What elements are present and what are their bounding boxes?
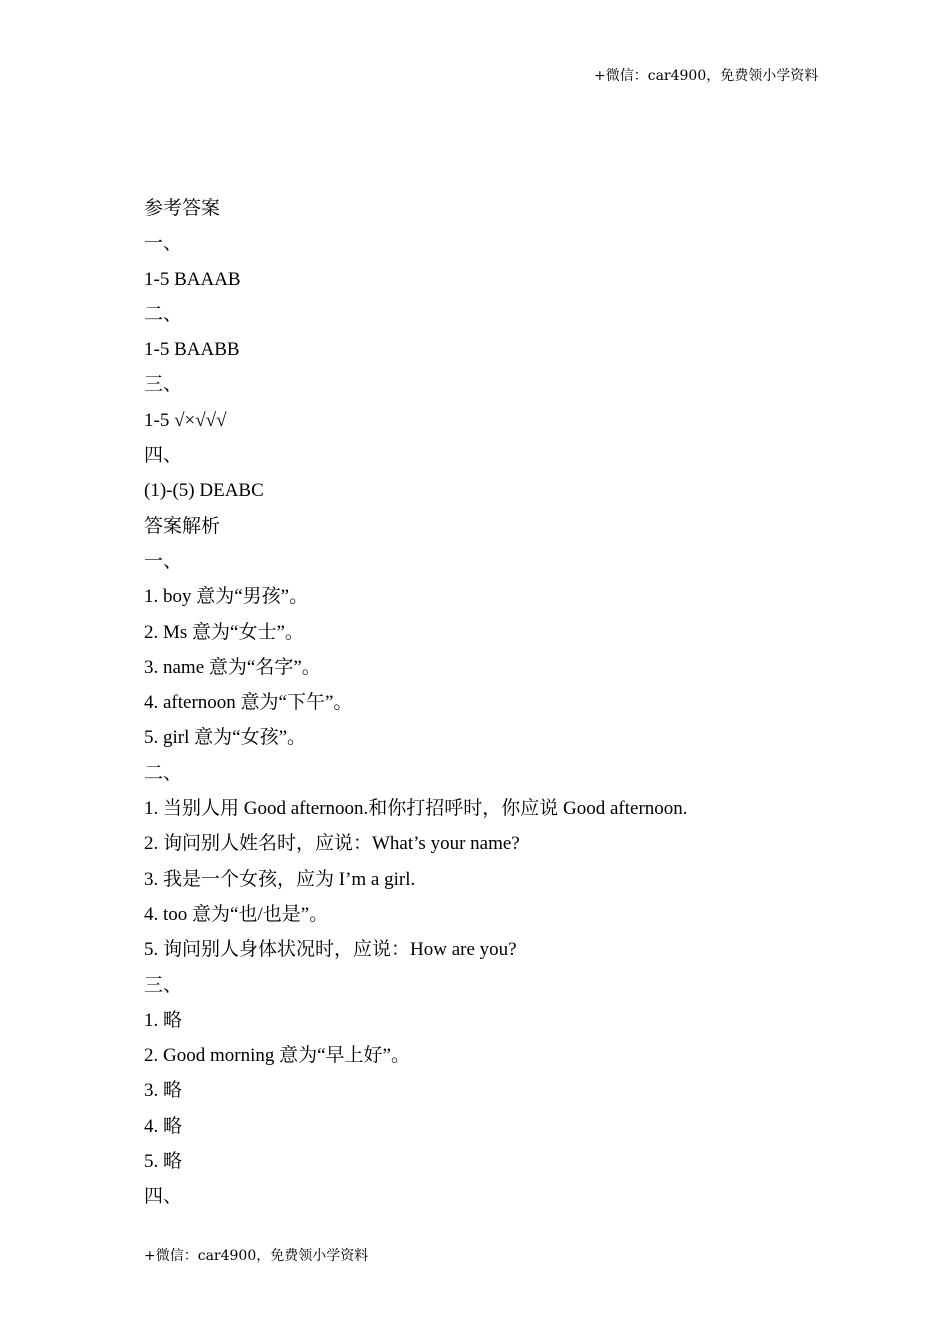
analysis-item: 3. name 意为“名字”。 <box>144 656 321 678</box>
analysis-item: 4. too 意为“也/也是”。 <box>144 903 329 925</box>
analysis-item: 3. 略 <box>144 1080 183 1102</box>
page-footer-text: +微信：car4900，免费领小学资料 <box>144 1248 369 1264</box>
analysis-item: 1. boy 意为“男孩”。 <box>144 586 309 608</box>
section-title-answer-analysis: 答案解析 <box>144 515 221 537</box>
answer-line-2: 1-5 BAABB <box>144 339 240 361</box>
analysis-item: 2. Good morning 意为“早上好”。 <box>144 1045 410 1067</box>
section-heading-4: 四、 <box>144 445 183 467</box>
analysis-item: 4. afternoon 意为“下午”。 <box>144 692 353 714</box>
analysis-heading-2: 二、 <box>144 762 183 784</box>
analysis-heading-4: 四、 <box>144 1186 183 1208</box>
analysis-item: 4. 略 <box>144 1115 183 1137</box>
analysis-item: 2. Ms 意为“女士”。 <box>144 621 304 643</box>
analysis-item: 5. girl 意为“女孩”。 <box>144 727 307 749</box>
analysis-item: 1. 略 <box>144 1009 183 1031</box>
answer-line-1: 1-5 BAAAB <box>144 268 241 290</box>
analysis-item: 2. 询问别人姓名时，应说：What’s your name? <box>144 833 520 855</box>
section-heading-1: 一、 <box>144 233 183 255</box>
answer-line-4: (1)-(5) DEABC <box>144 480 264 502</box>
analysis-heading-3: 三、 <box>144 974 183 996</box>
section-heading-2: 二、 <box>144 303 183 325</box>
analysis-item: 5. 询问别人身体状况时，应说：How are you? <box>144 939 517 961</box>
analysis-heading-1: 一、 <box>144 550 183 572</box>
answer-line-3: 1-5 √×√√√ <box>144 409 227 431</box>
section-heading-3: 三、 <box>144 374 183 396</box>
analysis-item: 5. 略 <box>144 1151 183 1173</box>
section-title-reference-answers: 参考答案 <box>144 198 221 219</box>
page-header-text: +微信：car4900，免费领小学资料 <box>594 68 819 84</box>
analysis-item: 1. 当别人用 Good afternoon.和你打招呼时，你应说 Good afternoon. <box>144 798 688 820</box>
analysis-item: 3. 我是一个女孩，应为 I’m a girl. <box>144 868 416 890</box>
answer-key-content <box>144 191 844 1215</box>
